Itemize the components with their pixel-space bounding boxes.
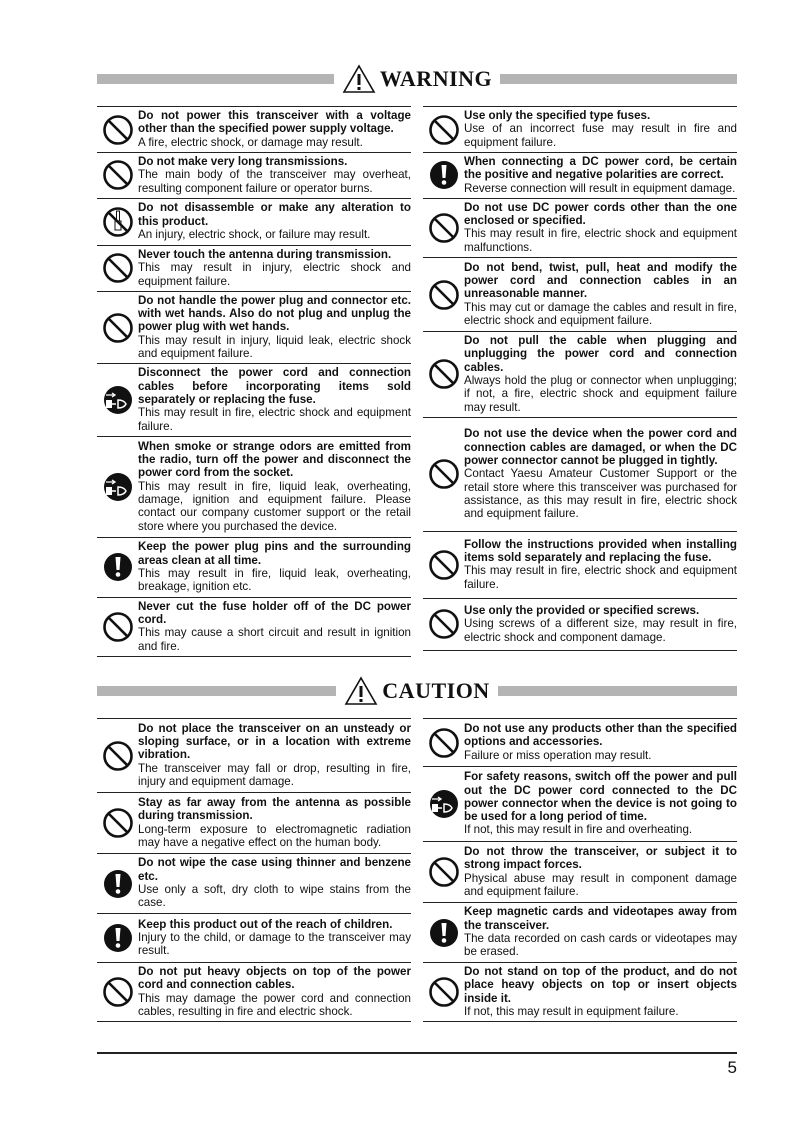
caution-heading	[97, 676, 737, 706]
item-heading: Do not stand on top of the product, and do not place heavy objects on top or insert objects inside it.	[464, 965, 737, 1005]
heading-bar	[97, 74, 334, 84]
item-description: The data recorded on cash cards or videotapes may be erased.	[464, 932, 737, 959]
caution-left-column	[97, 718, 411, 1022]
prohibited-icon	[423, 458, 464, 490]
safety-item	[423, 841, 737, 902]
item-description: This may result in fire, electric shock and equipment failure.	[464, 564, 737, 591]
item-description: This may result in fire, electric shock and equipment failure.	[138, 406, 411, 433]
item-heading: Do not wipe the case using thinner and benzene etc.	[138, 856, 411, 883]
item-heading: Do not use the device when the power cord and connection cables are damaged, or when the DC power connector cannot be plugged in tightly.	[464, 427, 737, 467]
safety-item	[423, 152, 737, 198]
item-description: This may cause a short circuit and result in ignition and fire.	[138, 626, 411, 653]
item-description: This may result in injury, electric shock and equipment failure.	[138, 261, 411, 288]
item-heading: Do not use DC power cords other than the one enclosed or specified.	[464, 200, 737, 228]
prohibited-icon	[423, 358, 464, 390]
item-heading: Do not place the transceiver on an unsteady or sloping surface, or in a location with extreme vibration.	[138, 721, 411, 762]
item-description: Using screws of a different size, may result in fire, electric shock and component damage.	[464, 617, 737, 644]
item-heading: Use only the provided or specified screws.	[464, 603, 700, 617]
exclamation-icon	[97, 868, 138, 900]
item-description: This may damage the power cord and connection cables, resulting in fire and electric shock.	[138, 991, 411, 1018]
safety-item	[423, 962, 737, 1022]
item-description: The main body of the transceiver may overheat, resulting component failure or operator burns.	[138, 168, 411, 195]
prohibited-icon	[97, 611, 138, 643]
unplug-icon	[97, 384, 138, 416]
caution-right-column	[423, 718, 737, 1022]
caution-title: CAUTION	[382, 678, 490, 703]
item-heading: Disconnect the power cord and connection cables before incorporating items sold separately or replacing the fuse.	[138, 366, 411, 406]
prohibited-icon	[97, 252, 138, 284]
warning-triangle-icon	[344, 676, 378, 706]
item-heading: For safety reasons, switch off the power and pull out the DC power cord connected to the DC power connector when the device is not going to be used for a long period of time.	[464, 770, 737, 824]
item-description: If not, this may result in fire and overheating.	[464, 823, 693, 837]
exclamation-icon	[423, 159, 464, 191]
warning-right-column	[423, 106, 737, 651]
item-description: Injury to the child, or damage to the transceiver may result.	[138, 930, 411, 958]
prohibited-icon	[423, 608, 464, 640]
warning-left-column	[97, 106, 411, 657]
prohibited-icon	[423, 212, 464, 244]
safety-item	[97, 245, 411, 291]
prohibited-icon	[97, 740, 138, 772]
item-description: This may result in injury, liquid leak, electric shock and equipment failure.	[138, 333, 411, 361]
item-description: A fire, electric shock, or damage may result.	[138, 135, 363, 149]
item-heading: Do not power this transceiver with a voltage other than the specified power supply voltage.	[138, 109, 411, 136]
safety-item	[423, 198, 737, 257]
item-heading: Stay as far away from the antenna as possible during transmission.	[138, 795, 411, 823]
prohibited-icon	[97, 807, 138, 839]
safety-item	[423, 331, 737, 417]
item-heading: Do not throw the transceiver, or subject it to strong impact forces.	[464, 844, 737, 872]
item-heading: Follow the instructions provided when installing items sold separately and replacing the fuse.	[464, 537, 737, 565]
item-description: Physical abuse may result in component damage and equipment failure.	[464, 871, 737, 898]
item-heading: Keep this product out of the reach of children.	[138, 917, 393, 931]
prohibited-icon	[423, 727, 464, 759]
safety-item	[97, 106, 411, 152]
safety-item	[423, 598, 737, 651]
item-description: This may result in fire, electric shock and equipment malfunctions.	[464, 227, 737, 254]
safety-item	[423, 257, 737, 331]
prohibited-icon	[423, 114, 464, 146]
item-description: Long-term exposure to electromagnetic radiation may have a negative effect on the human body.	[138, 822, 411, 849]
safety-item	[97, 597, 411, 657]
safety-item	[423, 718, 737, 766]
item-heading: Do not bend, twist, pull, heat and modify the power cord and connection cables in an unreasonable manner.	[464, 260, 737, 301]
exclamation-icon	[423, 917, 464, 949]
item-heading: Use only the specified type fuses.	[464, 109, 651, 123]
item-heading: Never touch the antenna during transmission.	[138, 247, 392, 261]
unplug-icon	[423, 788, 464, 820]
prohibited-icon	[97, 114, 138, 146]
item-description: An injury, electric shock, or failure may result.	[138, 228, 371, 242]
item-description: The transceiver may fall or drop, resulting in fire, injury and equipment damage.	[138, 761, 411, 788]
safety-item	[423, 106, 737, 152]
safety-item	[97, 291, 411, 363]
heading-bar	[97, 686, 336, 696]
item-description: Always hold the plug or connector when unplugging; if not, a fire, electric shock and equipment failure may result.	[464, 373, 737, 414]
item-heading: Do not pull the cable when plugging and unplugging the power cord and connection cables.	[464, 334, 737, 374]
heading-bar	[500, 74, 737, 84]
warning-triangle-icon	[342, 64, 376, 94]
exclamation-icon	[97, 922, 138, 954]
safety-item	[97, 913, 411, 962]
unplug-icon	[97, 471, 138, 503]
item-description: Contact Yaesu Amateur Customer Support or the retail store where this transceiver was purchased for assistance, as this may result in fire, electric shock and equipment failure.	[464, 467, 737, 521]
prohibited-icon	[423, 976, 464, 1008]
safety-item	[97, 792, 411, 853]
warning-title: WARNING	[379, 66, 493, 91]
prohibited-icon	[97, 312, 138, 344]
safety-item	[97, 962, 411, 1022]
safety-item	[97, 718, 411, 792]
item-heading: Do not use any products other than the specified options and accessories.	[464, 722, 737, 749]
safety-item	[97, 152, 411, 198]
prohibited-icon	[423, 279, 464, 311]
safety-item	[423, 766, 737, 841]
item-description: If not, this may result in equipment failure.	[464, 1004, 679, 1018]
heading-bar	[498, 686, 737, 696]
safety-item	[423, 417, 737, 531]
safety-item	[423, 902, 737, 962]
prohibited-icon	[423, 856, 464, 888]
item-heading: When smoke or strange odors are emitted from the radio, turn off the power and disconnect the power cord from the socket.	[138, 439, 411, 480]
item-description: This may result in fire, liquid leak, overheating, breakage, ignition etc.	[138, 566, 411, 594]
item-description: Use only a soft, dry cloth to wipe stains from the case.	[138, 883, 411, 910]
item-heading: When connecting a DC power cord, be certain the positive and negative polarities are correct.	[464, 155, 737, 182]
safety-item	[97, 198, 411, 245]
safety-item	[97, 436, 411, 537]
disassemble-icon	[97, 206, 138, 238]
safety-item	[423, 531, 737, 598]
warning-heading	[97, 64, 737, 94]
prohibited-icon	[97, 976, 138, 1008]
prohibited-icon	[423, 549, 464, 581]
item-description: This may result in fire, liquid leak, overheating, damage, ignition and equipment failure. Please contact our company customer support or the retail store where you purchased the device.	[138, 479, 411, 533]
item-heading: Keep magnetic cards and videotapes away from the transceiver.	[464, 905, 737, 932]
item-heading: Do not handle the power plug and connector etc. with wet hands. Also do not plug and unplug the power plug with wet hands.	[138, 293, 411, 334]
item-description: Failure or miss operation may result.	[464, 748, 652, 762]
item-heading: Never cut the fuse holder off of the DC power cord.	[138, 599, 411, 627]
item-description: Use of an incorrect fuse may result in fire and equipment failure.	[464, 122, 737, 149]
safety-item	[97, 853, 411, 913]
safety-item	[97, 537, 411, 597]
item-heading: Do not disassemble or make any alteration to this product.	[138, 201, 411, 228]
item-heading: Do not put heavy objects on top of the power cord and connection cables.	[138, 965, 411, 992]
item-description: This may cut or damage the cables and result in fire, electric shock and equipment failure.	[464, 300, 737, 328]
item-heading: Do not make very long transmissions.	[138, 155, 348, 168]
prohibited-icon	[97, 159, 138, 191]
safety-item	[97, 363, 411, 435]
page-number: 5	[727, 1058, 737, 1077]
footer-rule	[97, 1052, 737, 1054]
item-description: Reverse connection will result in equipment damage.	[464, 181, 736, 195]
exclamation-icon	[97, 551, 138, 583]
item-heading: Keep the power plug pins and the surrounding areas clean at all time.	[138, 540, 411, 567]
